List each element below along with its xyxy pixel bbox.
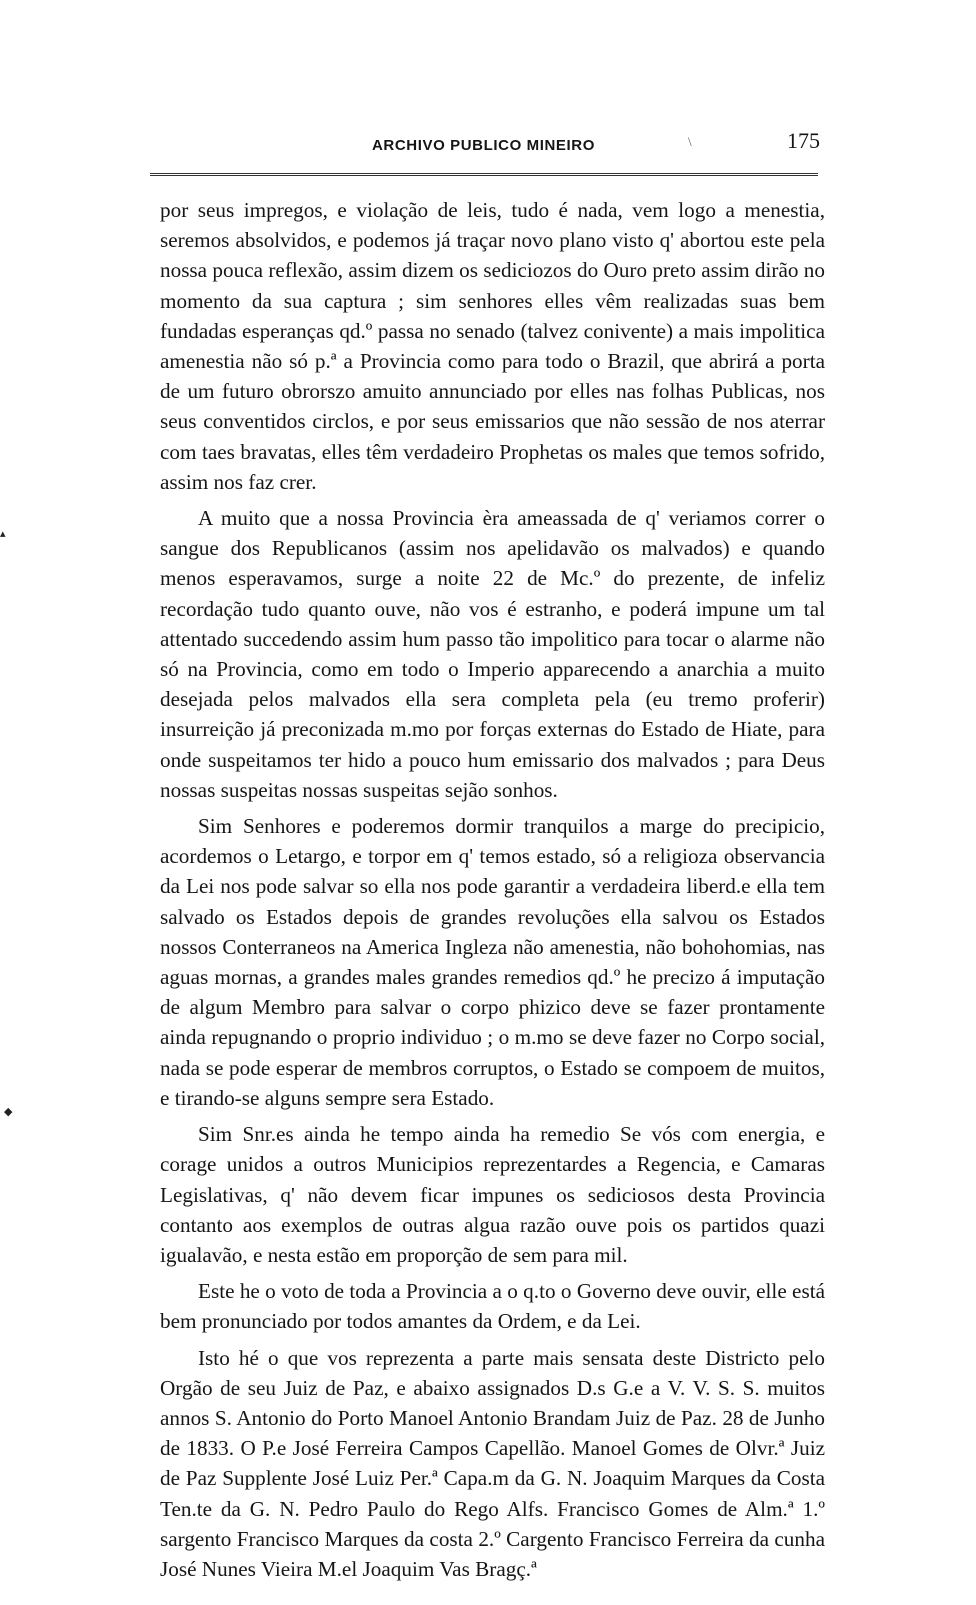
paragraph-4: Sim Snr.es ainda he tempo ainda ha remedio Se vós com energia, e corage unidos a outros Municipios reprezentardes a Regencia, e Camaras Legislativas, q' não devem ficar impunes os sediciosos desta Provincia contanto aos exemplos de outras algua razão ouve pois os partidos quazi igualavão, e nesta estão em proporção de sem para mil.: [160, 1122, 825, 1267]
header-rule: [150, 173, 818, 176]
body-text: [160, 195, 825, 1590]
paragraph-6: Isto hé o que vos reprezenta a parte mais sensata deste Districto pelo Orgão de seu Juiz de Paz, e abaixo assignados D.s G.e a V. V. S. S. muitos annos S. Antonio do Porto Manoel Antonio Brandam Juiz de Paz. 28 de Junho de 1833. O P.e José Ferreira Campos Capellão. Manoel Gomes de Olvr.ª Juiz de Paz Supplente José Luiz Per.ª Capa.m da G. N. Joaquim Marques da Costa Ten.te da G. N. Pedro Paulo do Rego Alfs. Francisco Gomes de Alm.ª 1.º sargento Francisco Marques da costa 2.º Cargento Francisco Ferreira da cunha José Nunes Vieira M.el Joaquim Vas Bragç.ª: [160, 1345, 825, 1581]
paragraph-1: por seus impregos, e violação de leis, tudo é nada, vem logo a menestia, seremos absolvidos, e podemos já traçar novo plano visto q' abortou este pela nossa pouca reflexão, assim dizem os sediciozos do Ouro preto assim dirão no momento da sua captura ; sim senhores elles vêm realizadas suas bem fundadas esperanças qd.º passa no senado (talvez conivente) a mais impolitica amenestia não só p.ª a Provincia como para todo o Brazil, que abrirá a porta de um futuro obrorszo amuito annunciado por elles nas folhas Publicas, nos seus conventidos circlos, e por seus emissarios que não sessão de nos aterrar com taes bravatas, elles têm verdadeiro Prophetas os males que temos sofrido, assim nos faz crer.: [160, 198, 825, 494]
margin-mark-upper: ▴: [0, 528, 6, 540]
paragraph-3: Sim Senhores e poderemos dormir tranquilos a marge do precipicio, acordemos o Letargo, e torpor em q' temos estado, só a religioza observancia da Lei nos pode salvar so ella nos pode garantir a verdadeira liberd.e ella tem salvado os Estados depois de grandes revoluções ella salvou os Estados nossos Conterraneos na America Ingleza não amenestia, não bohohomias, nas aguas mornas, a grandes males grandes remedios qd.º he precizo á imputação de algum Membro para salvar o corpo phizico deve se fazer prontamente ainda repugnando o proprio individuo ; o m.mo se deve fazer no Corpo social, nada se pode esperar de membros corruptos, o Estado se compoem de muitos, e tirando-se alguns sempre sera Estado.: [160, 814, 825, 1110]
margin-mark-lower: ◆: [4, 1106, 13, 1118]
paragraph-2: A muito que a nossa Provincia èra ameassada de q' veriamos correr o sangue dos Republicanos (assim nos apelidavão os malvados) e quando menos esperavamos, surge a noite 22 de Mc.º do prezente, de infeliz recordação tudo quanto ouve, não vos é estranho, e poderá impune um tal attentado succedendo assim hum passo tão impolitico para tocar o alarme não só na Provincia, como em todo o Imperio apparecendo a anarchia a muito desejada pelos malvados ella sera completa pela (eu tremo proferir) insurreição já preconizada m.mo por forças externas do Estado de Hiate, para onde suspeitamos ter hido a pouco hum emissario dos malvados ; para Deus nossas suspeitas nossas suspeitas sejão sonhos.: [160, 506, 825, 802]
paragraph-5: Este he o voto de toda a Provincia a o q.to o Governo deve ouvir, elle está bem pronunciado por todos amantes da Ordem, e da Lei.: [160, 1279, 825, 1334]
page-number: 175: [787, 128, 820, 153]
stray-mark: \: [688, 134, 692, 149]
running-head: [160, 128, 820, 158]
running-head-title: ARCHIVO PUBLICO MINEIRO: [372, 137, 595, 154]
